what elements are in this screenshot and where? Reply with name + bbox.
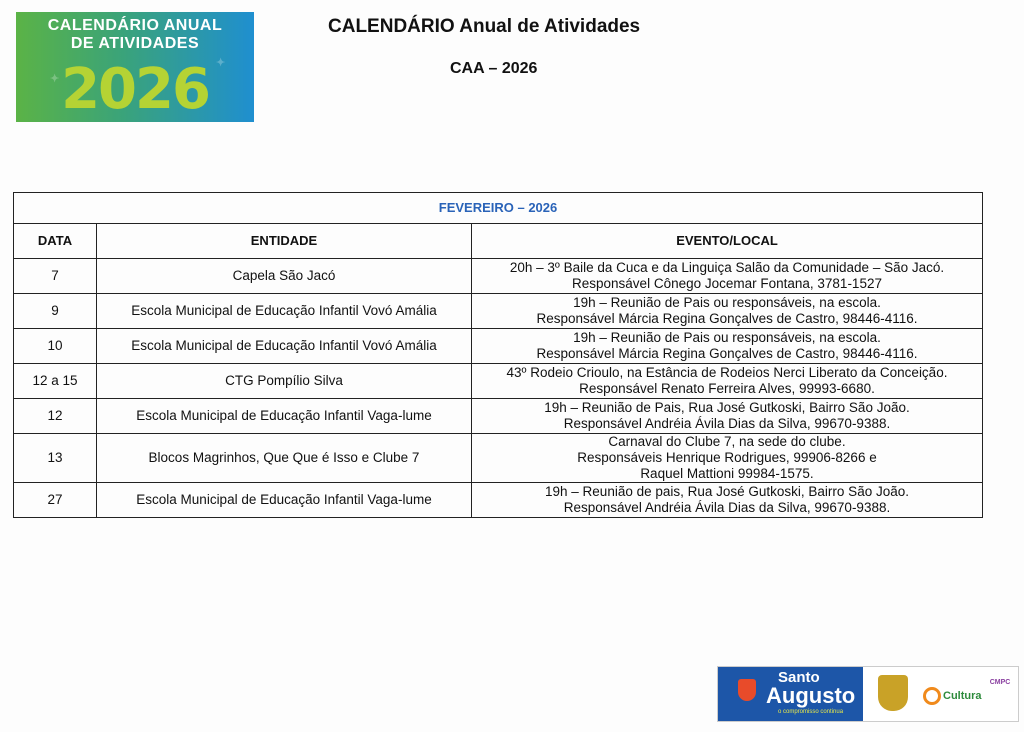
row-entity: Escola Municipal de Educação Infantil Vaga-lume	[97, 399, 472, 434]
row-entity: Escola Municipal de Educação Infantil Vovó Amália	[97, 294, 472, 329]
events-table	[13, 192, 983, 518]
row-entity: Blocos Magrinhos, Que Que é Isso e Clube 7	[97, 434, 472, 483]
event-line: Carnaval do Clube 7, na sede do clube.	[608, 434, 846, 449]
calendar-logo	[16, 12, 254, 122]
row-entity: CTG Pompílio Silva	[97, 364, 472, 399]
event-line: 19h – Reunião de Pais ou responsáveis, na escola.	[573, 295, 881, 310]
row-event	[472, 434, 983, 483]
table-row	[14, 294, 983, 329]
city-crest-icon	[738, 679, 756, 701]
footer-logos	[717, 666, 1019, 722]
event-line: Responsável Márcia Regina Gonçalves de Castro, 98446-4116.	[536, 311, 918, 326]
column-header-event: EVENTO/LOCAL	[472, 224, 983, 259]
council-logo: CMPC	[989, 679, 1011, 686]
event-line: Responsável Renato Ferreira Alves, 99993-6680.	[579, 381, 875, 396]
row-event	[472, 329, 983, 364]
city-name-line-2: Augusto	[766, 683, 856, 708]
table-row	[14, 434, 983, 483]
event-line: Responsável Márcia Regina Gonçalves de Castro, 98446-4116.	[536, 346, 918, 361]
table-body	[14, 259, 983, 518]
row-entity: Capela São Jacó	[97, 259, 472, 294]
event-line: Responsável Andréia Ávila Dias da Silva, 99670-9388.	[563, 416, 891, 431]
row-date: 9	[14, 294, 97, 329]
row-event	[472, 483, 983, 518]
column-header-date: DATA	[14, 224, 97, 259]
event-line: 19h – Reunião de Pais, Rua José Gutkoski, Bairro São João.	[544, 400, 910, 415]
event-line: Responsáveis Henrique Rodrigues, 99906-8266 e	[577, 450, 877, 465]
row-entity: Escola Municipal de Educação Infantil Vaga-lume	[97, 483, 472, 518]
logo-decoration: ✦	[50, 73, 60, 85]
logo-line-1: CALENDÁRIO ANUAL	[47, 17, 223, 34]
row-date: 12	[14, 399, 97, 434]
culture-ring-icon	[923, 687, 941, 705]
page-subtitle: CAA – 2026	[450, 60, 538, 77]
table-row	[14, 483, 983, 518]
month-header-row	[14, 193, 983, 224]
event-line: 19h – Reunião de pais, Rua José Gutkoski, Bairro São João.	[545, 484, 909, 499]
table-row	[14, 329, 983, 364]
culture-logo	[923, 687, 982, 705]
event-line: 19h – Reunião de Pais ou responsáveis, na escola.	[573, 330, 881, 345]
row-date: 10	[14, 329, 97, 364]
logo-decoration: ✦	[216, 57, 226, 69]
event-line: Raquel Mattioni 99984-1575.	[640, 466, 814, 481]
event-line: 43º Rodeio Crioulo, na Estância de Rodeios Nerci Liberato da Conceição.	[506, 365, 948, 380]
coat-of-arms-icon	[878, 675, 908, 711]
row-date: 27	[14, 483, 97, 518]
event-line: Responsável Andréia Ávila Dias da Silva, 99670-9388.	[563, 500, 891, 515]
table-row	[14, 364, 983, 399]
row-event	[472, 399, 983, 434]
row-date: 13	[14, 434, 97, 483]
page-title: CALENDÁRIO Anual de Atividades	[328, 16, 641, 37]
city-name-line-1: Santo	[778, 669, 820, 686]
logo-line-2: DE ATIVIDADES	[70, 35, 200, 52]
table-row	[14, 399, 983, 434]
santo-augusto-logo	[718, 667, 863, 721]
table-row	[14, 259, 983, 294]
row-event	[472, 294, 983, 329]
row-event	[472, 364, 983, 399]
column-header-entity: ENTIDADE	[97, 224, 472, 259]
row-entity: Escola Municipal de Educação Infantil Vovó Amália	[97, 329, 472, 364]
culture-label: Cultura	[943, 689, 982, 702]
city-tagline: o compromisso continua	[778, 709, 844, 715]
row-event	[472, 259, 983, 294]
month-title: FEVEREIRO – 2026	[14, 193, 983, 224]
row-date: 12 a 15	[14, 364, 97, 399]
event-line: Responsável Cônego Jocemar Fontana, 3781-1527	[572, 276, 882, 291]
event-line: 20h – 3º Baile da Cuca e da Linguiça Salão da Comunidade – São Jacó.	[509, 260, 945, 275]
column-header-row	[14, 224, 983, 259]
logo-year: 2026	[61, 57, 209, 122]
row-date: 7	[14, 259, 97, 294]
